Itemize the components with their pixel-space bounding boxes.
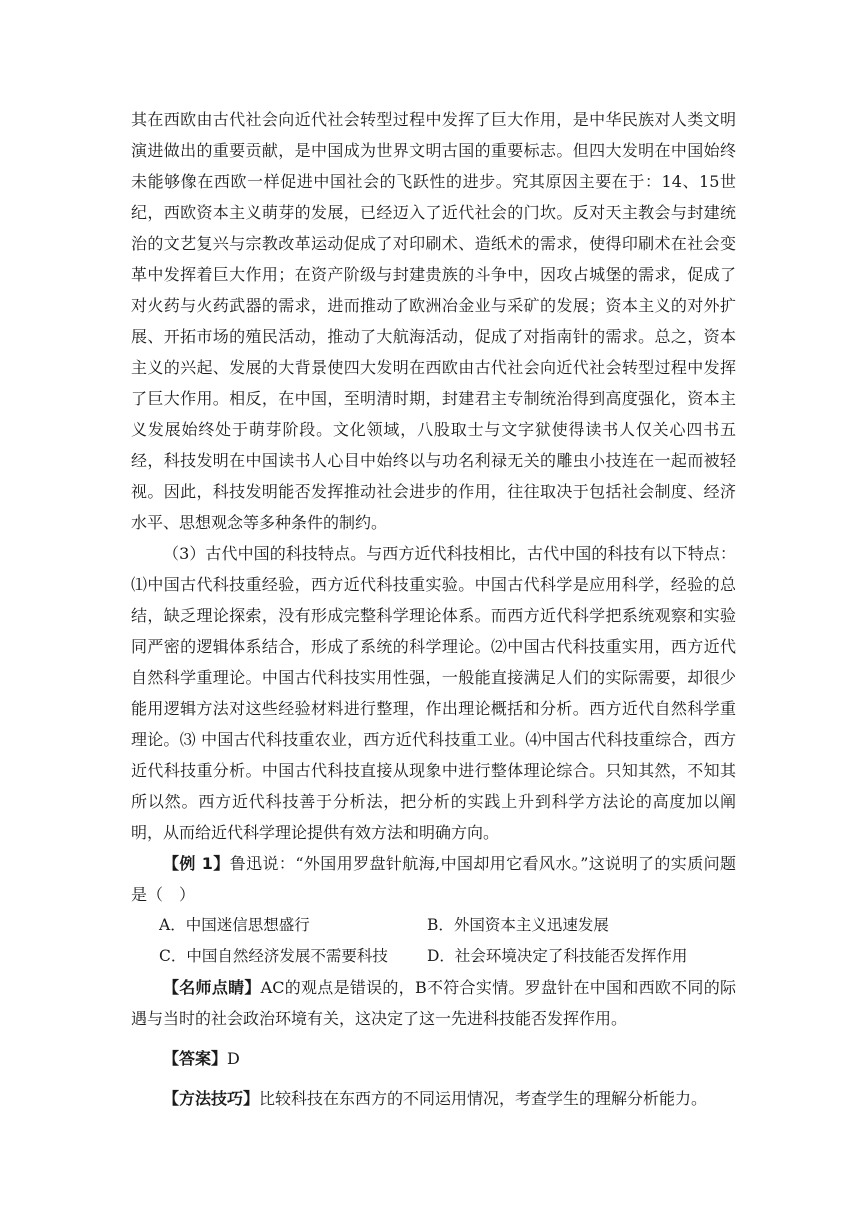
method-label: 【方法技巧】 bbox=[163, 1089, 260, 1108]
example-label: 【例 1】 bbox=[163, 854, 230, 873]
option-a: A．中国迷信思想盛行 bbox=[159, 916, 310, 934]
commentary-text: AC的观点是错误的，B不符合实情。罗盘针在中国和西欧不同的际遇与当时的社会政治环境有关，这决定了这一先进科技能否发挥作用。 bbox=[131, 978, 736, 1028]
method-tips bbox=[131, 1083, 736, 1114]
example-question-text: 鲁迅说：“外国用罗盘针航海,中国却用它看风水。”这说明了的实质问题是（ ） bbox=[131, 854, 736, 904]
answer-options bbox=[131, 910, 736, 972]
answer-value: D bbox=[227, 1049, 240, 1068]
option-b: B．外国资本主义迅速发展 bbox=[427, 916, 609, 934]
body-paragraph-four-inventions: 其在西欧由古代社会向近代社会转型过程中发挥了巨大作用，是中华民族对人类文明演进做出的重要贡献，是中国成为世界文明古国的重要标志。但四大发明在中国始终未能够像在西欧一样促进中国社会的飞跃性的进步。究其原因主要在于：14、15世纪，西欧资本主义萌芽的发展，已经迈入了近代社会的门坎。反对天主教会与封建统治的文艺复兴与宗教改革运动促成了对印刷术、造纸术的需求，使得印刷术在社会变革中发挥着巨大作用；在资产阶级与封建贵族的斗争中，因攻占城堡的需求，促成了对火药与火药武器的需求，进而推动了欧洲冶金业与采矿的发展；资本主义的对外扩展、开拓市场的殖民活动，推动了大航海活动，促成了对指南针的需求。总之，资本主义的兴起、发展的大背景使四大发明在西欧由古代社会向近代社会转型过程中发挥了巨大作用。相反，在中国，至明清时期，封建君主专制统治得到高度强化，资本主义发展始终处于萌芽阶段。文化领域，八股取士与文字狱使得读书人仅关心四书五经，科技发明在中国读书人心目中始终以与功名利禄无关的雕虫小技连在一起而被轻视。因此，科技发明能否发挥推动社会进步的作用，往往取决于包括社会制度、经济水平、思想观念等多种条件的制约。 bbox=[131, 110, 736, 532]
answer-label: 【答案】 bbox=[163, 1049, 228, 1068]
body-paragraph-science-features: （3）古代中国的科技特点。与西方近代科技相比，古代中国的科技有以下特点：⑴中国古代科技重经验，西方近代科技重实验。中国古代科学是应用科学，经验的总结，缺乏理论探索，没有形成完整科学理论体系。而西方近代科学把系统观察和实验同严密的逻辑体系结合，形成了系统的科学理论。⑵中国古代科技重实用，西方近代自然科学重理论。中国古代科技实用性强，一般能直接满足人们的实际需要，却很少能用逻辑方法对这些经验材料进行整理，作出理论概括和分析。西方近代自然科学重理论。⑶ 中国古代科技重农业，西方近代科技重工业。⑷中国古代科技重综合，西方近代科技重分析。中国古代科技直接从现象中进行整体理论综合。只知其然，不知其所以然。西方近代科技善于分析法，把分析的实践上升到科学方法论的高度加以阐明，从而给近代科学理论提供有效方法和明确方向。 bbox=[131, 544, 736, 842]
example-question bbox=[131, 848, 736, 910]
option-d: D．社会环境决定了科技能否发挥作用 bbox=[427, 947, 688, 965]
commentary-label: 【名师点睛】 bbox=[163, 978, 261, 997]
method-text: 比较科技在东西方的不同运用情况，考查学生的理解分析能力。 bbox=[259, 1089, 708, 1108]
option-c: C．中国自然经济发展不需要科技 bbox=[159, 947, 388, 965]
answer-line bbox=[131, 1043, 736, 1074]
teacher-commentary bbox=[131, 972, 736, 1034]
